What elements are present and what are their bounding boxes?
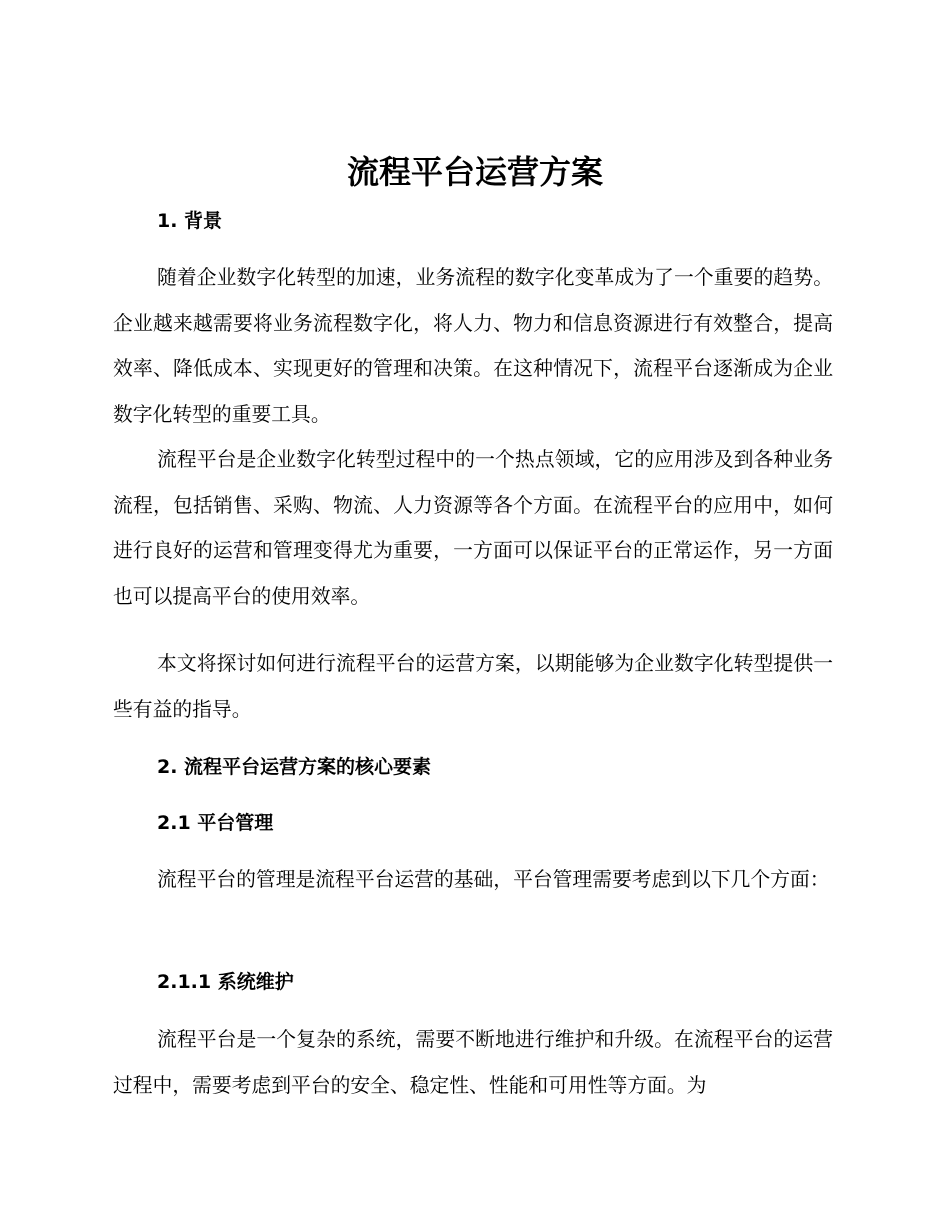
- paragraph-background-2: 流程平台是企业数字化转型过程中的一个热点领域，它的应用涉及到各种业务流程，包括销售、采购、物流、人力资源等各个方面。在流程平台的应用中，如何进行良好的运营和管理变得尤为重要，一方面可以保证平台的正常运作，另一方面也可以提高平台的使用效率。: [113, 448, 833, 608]
- section-heading-core-elements: 2. 流程平台运营方案的核心要素: [157, 756, 432, 778]
- paragraph-system-maintenance: 流程平台是一个复杂的系统，需要不断地进行维护和升级。在流程平台的运营过程中，需要考虑到平台的安全、稳定性、性能和可用性等方面。为: [113, 1028, 833, 1097]
- paragraph-background-3: 本文将探讨如何进行流程平台的运营方案，以期能够为企业数字化转型提供一些有益的指导。: [113, 652, 833, 721]
- document-title: 流程平台运营方案: [346, 153, 603, 191]
- section-heading-platform-management: 2.1 平台管理: [157, 812, 274, 834]
- paragraph-platform-management: 流程平台的管理是流程平台运营的基础，平台管理需要考虑到以下几个方面：: [157, 868, 830, 891]
- paragraph-background-1: 随着企业数字化转型的加速，业务流程的数字化变革成为了一个重要的趋势。企业越来越需要将业务流程数字化，将人力、物力和信息资源进行有效整合，提高效率、降低成本、实现更好的管理和决策。在这种情况下，流程平台逐渐成为企业数字化转型的重要工具。: [113, 266, 833, 426]
- section-heading-background: 1. 背景: [157, 210, 223, 232]
- section-heading-system-maintenance: 2.1.1 系统维护: [157, 971, 294, 993]
